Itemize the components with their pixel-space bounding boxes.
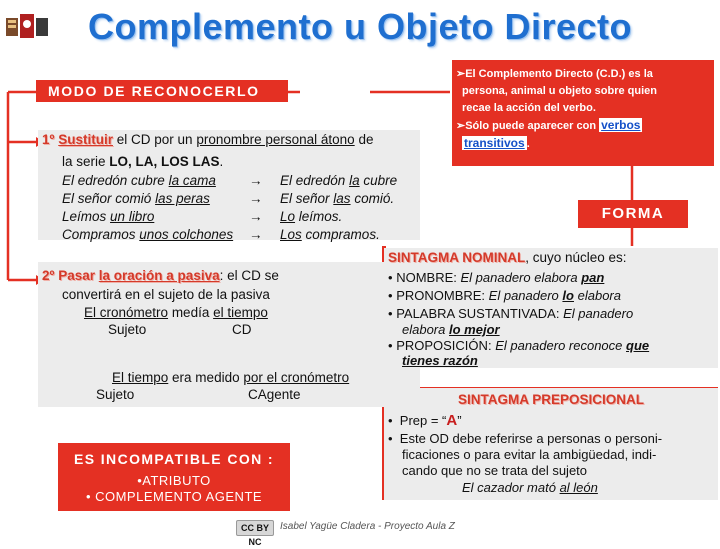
definition-line-5: transitivos . — [464, 136, 530, 150]
prep-a: A — [446, 412, 458, 429]
step2-label-cd: CD — [232, 322, 252, 337]
sn-item-proposicion-line2: tienes razón — [402, 353, 478, 368]
step2-example-1: El cronómetro medía el tiempo — [84, 305, 268, 320]
pasiva-link[interactable]: la oración a pasiva — [98, 268, 220, 283]
step1-box — [38, 130, 420, 240]
sn-item-nombre: • NOMBRE: El panadero elabora pan — [388, 270, 605, 285]
sn-header: SINTAGMA NOMINAL — [388, 250, 526, 265]
step1-line2: la serie LO, LA, LOS LAS. — [62, 154, 224, 169]
example-row-4-right: Los compramos. — [280, 227, 380, 242]
definition-box — [452, 60, 714, 166]
arrow-icon: → — [249, 191, 263, 206]
step2-line1: 2º Pasar la oración a pasiva: el CD se — [42, 268, 279, 283]
cc-license-badge: CC BY NC — [236, 520, 274, 536]
verbos-link[interactable]: verbos — [601, 118, 641, 132]
arrow-icon: → — [249, 227, 263, 242]
page-title: Complemento u Objeto Directo — [87, 6, 633, 47]
sintagma-nominal-box — [384, 248, 718, 368]
step1-keyword: Sustituir — [58, 132, 113, 147]
sp-text-2: ficaciones o para evitar la ambigüedad, indi- — [402, 447, 657, 462]
footer-credit: Isabel Yagüe Cladera - Proyecto Aula Z — [280, 521, 455, 532]
step1-line1: 1º Sustituir el CD por un pronombre personal átono de — [42, 132, 374, 147]
example-row-3-left: Leímos un libro — [62, 209, 155, 224]
incompatible-item: • COMPLEMENTO AGENTE — [85, 489, 263, 504]
sp-text-3: cando que no se trata del sujeto — [402, 463, 588, 478]
sn-item-sustantivada-line2: elabora lo mejor — [402, 322, 500, 337]
modo-header: MODO DE RECONOCERLO — [36, 80, 288, 102]
step2-keyword: Pasar — [58, 268, 96, 283]
sn-item-proposicion: • PROPOSICIÓN: El panadero reconoce que — [388, 338, 650, 353]
definition-line-2: persona, animal u objeto sobre quien — [462, 85, 657, 97]
sp-text-1: • Este OD debe referirse a personas o personi- — [388, 431, 663, 446]
example-row-3-right: Lo leímos. — [280, 209, 343, 224]
sp-prep-line: • Prep = “A” — [388, 412, 462, 429]
example-row-2-right: El señor las comió. — [280, 191, 395, 206]
example-row-2-left: El señor comió las peras — [62, 191, 210, 206]
example-row-1-right: El edredón la cubre — [280, 173, 398, 188]
example-row-4-left: Compramos unos colchones — [62, 227, 234, 242]
step2-label-cagente: CAgente — [248, 387, 301, 402]
step2-label-sujeto: Sujeto — [108, 322, 147, 337]
pronombre-link[interactable]: pronombre personal átono — [196, 132, 355, 147]
arrow-icon: → — [249, 173, 263, 188]
definition-line-1: ➢El Complemento Directo (C.D.) es la — [456, 68, 653, 80]
forma-header: FORMA — [578, 200, 688, 228]
step2-label-sujeto-2: Sujeto — [96, 387, 135, 402]
sp-header: SINTAGMA PREPOSICIONAL — [457, 392, 644, 407]
sintagma-preposicional-box — [384, 388, 718, 500]
example-row-1-left: El edredón cubre la cama — [62, 173, 216, 188]
sn-item-sustantivada: • PALABRA SUSTANTIVADA: El panadero — [388, 306, 634, 321]
incompatible-item: •ATRIBUTO — [137, 473, 211, 488]
step2-box — [38, 262, 420, 407]
sp-example: El cazador mató al león — [462, 480, 598, 495]
arrow-icon: → — [249, 209, 263, 224]
definition-line-3: recae la acción del verbo. — [462, 102, 596, 114]
definition-line-4: ➢Sólo puede aparecer con verbos — [456, 118, 641, 132]
incompatible-box — [58, 443, 290, 511]
sn-header-line: SINTAGMA NOMINAL, cuyo núcleo es: — [388, 250, 627, 265]
step2-line2: convertirá en el sujeto de la pasiva — [62, 287, 270, 302]
step2-example-2: El tiempo era medido por el cronómetro — [112, 370, 350, 385]
sn-item-pronombre: • PRONOMBRE: El panadero lo elabora — [388, 288, 621, 303]
incompatible-header: ES INCOMPATIBLE CON : — [74, 451, 274, 467]
transitivos-link[interactable]: transitivos — [464, 136, 525, 150]
